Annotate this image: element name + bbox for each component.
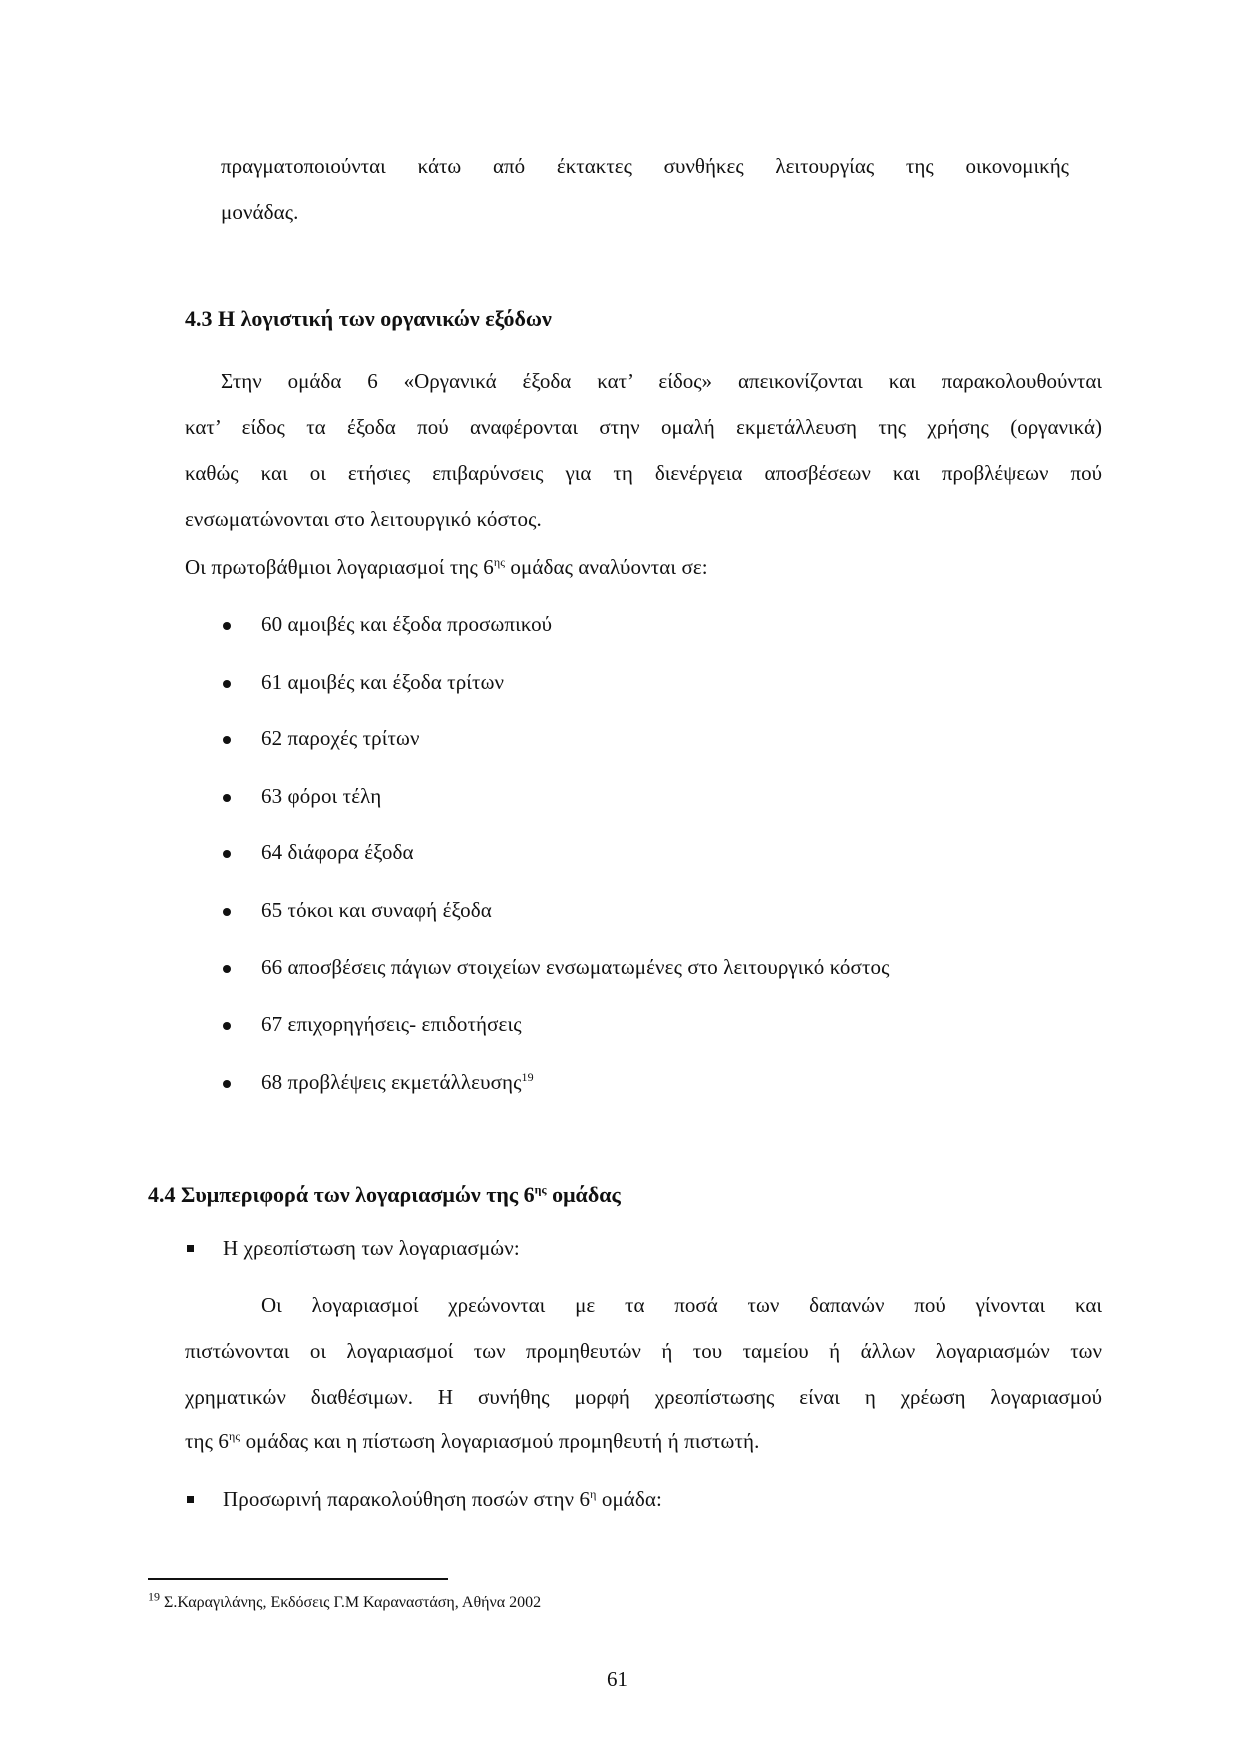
item-debit-credit-label: Η χρεοπίστωση των λογαριασμών: (223, 1236, 520, 1260)
section-heading-4-4 (148, 1182, 621, 1208)
bullet-dot-icon (223, 736, 231, 744)
account-item-68 (261, 1070, 534, 1095)
para44-line-3: χρηματικών διαθέσιμων. Η συνήθης μορφή χρεοπίστωσης είναι η χρέωση λογαριασμού (185, 1385, 1102, 1409)
account-item-68-text: 68 προβλέψεις εκμετάλλευσης (261, 1070, 522, 1094)
para-line-2: κατ’ είδος τα έξοδα πού αναφέρονται στην ομαλή εκμετάλλευση της χρήσης (οργανικά) (185, 415, 1102, 439)
footnote-ref-19: 19 (521, 1070, 534, 1084)
account-item-62: 62 παροχές τρίτων (261, 726, 420, 750)
bullet-dot-icon (223, 965, 231, 973)
bullet-dot-icon (223, 1080, 231, 1088)
square-bullet-icon (187, 1245, 194, 1252)
bullet-dot-icon (223, 1022, 231, 1030)
accounts-intro-text-a: Οι πρωτοβάθμιοι λογαριασμοί της 6 (185, 555, 494, 579)
footnote (148, 1589, 542, 1612)
account-item-66: 66 αποσβέσεις πάγιων στοιχείων ενσωματωμένες στο λειτουργικό κόστος (261, 955, 890, 979)
account-item-61: 61 αμοιβές και έξοδα τρίτων (261, 670, 505, 694)
para44-line-4-text-a: της 6 (185, 1429, 229, 1453)
para44-line-1: Οι λογαριασμοί χρεώνονται με τα ποσά των δαπανών πού γίνονται και (261, 1293, 1102, 1317)
continuation-line-2: μονάδας. (221, 200, 299, 224)
item-temporary-tracking-superscript: η (590, 1487, 597, 1501)
para-line-1: Στην ομάδα 6 «Οργανικά έξοδα κατ’ είδος» απεικονίζονται και παρακολουθούνται (221, 369, 1102, 393)
account-item-64: 64 διάφορα έξοδα (261, 840, 414, 864)
account-item-60: 60 αμοιβές και έξοδα προσωπικού (261, 612, 553, 636)
continuation-line-1: πραγματοποιούνται κάτω από έκτακτες συνθήκες λειτουργίας της οικονομικής (221, 154, 1069, 178)
footnote-separator (148, 1578, 448, 1580)
section-heading-4-4-text-b: ομάδας (546, 1182, 621, 1207)
account-item-63: 63 φόροι τέλη (261, 784, 382, 808)
bullet-dot-icon (223, 850, 231, 858)
bullet-dot-icon (223, 794, 231, 802)
account-item-65: 65 τόκοι και συναφή έξοδα (261, 898, 492, 922)
section-heading-4-3: 4.3 Η λογιστική των οργανικών εξόδων (185, 306, 552, 331)
para44-line-2: πιστώνονται οι λογαριασμοί των προμηθευτών ή του ταμείου ή άλλων λογαριασμών των (185, 1339, 1102, 1363)
bullet-dot-icon (223, 680, 231, 688)
footnote-text: Σ.Καραγιλάνης, Εκδόσεις Γ.Μ Καραναστάση, Αθήνα 2002 (160, 1594, 542, 1611)
footnote-number: 19 (148, 1589, 160, 1604)
para44-line-4-superscript: ης (229, 1429, 241, 1443)
section-heading-4-4-text-a: 4.4 Συμπεριφορά των λογαριασμών της 6 (148, 1182, 535, 1207)
item-temporary-tracking (223, 1487, 662, 1512)
para-line-3: καθώς και οι ετήσιες επιβαρύνσεις για τη διενέργεια αποσβέσεων και προβλέψεων πού (185, 461, 1102, 485)
para44-line-4 (185, 1429, 759, 1454)
accounts-intro-text-b: ομάδας αναλύονται σε: (505, 555, 708, 579)
accounts-intro (185, 555, 708, 580)
para-line-4: ενσωματώνονται στο λειτουργικό κόστος. (185, 507, 542, 531)
page-number: 61 (607, 1667, 628, 1691)
section-heading-4-4-superscript: ης (534, 1182, 547, 1197)
bullet-dot-icon (223, 622, 231, 630)
para44-line-4-text-b: ομάδας και η πίστωση λογαριασμού προμηθευτή ή πιστωτή. (240, 1429, 760, 1453)
bullet-dot-icon (223, 908, 231, 916)
item-temporary-tracking-text-a: Προσωρινή παρακολούθηση ποσών στην 6 (223, 1487, 591, 1511)
accounts-intro-superscript: ης (493, 555, 506, 569)
account-item-67: 67 επιχορηγήσεις- επιδοτήσεις (261, 1012, 522, 1036)
square-bullet-icon (187, 1496, 194, 1503)
item-temporary-tracking-text-b: ομάδα: (596, 1487, 662, 1511)
